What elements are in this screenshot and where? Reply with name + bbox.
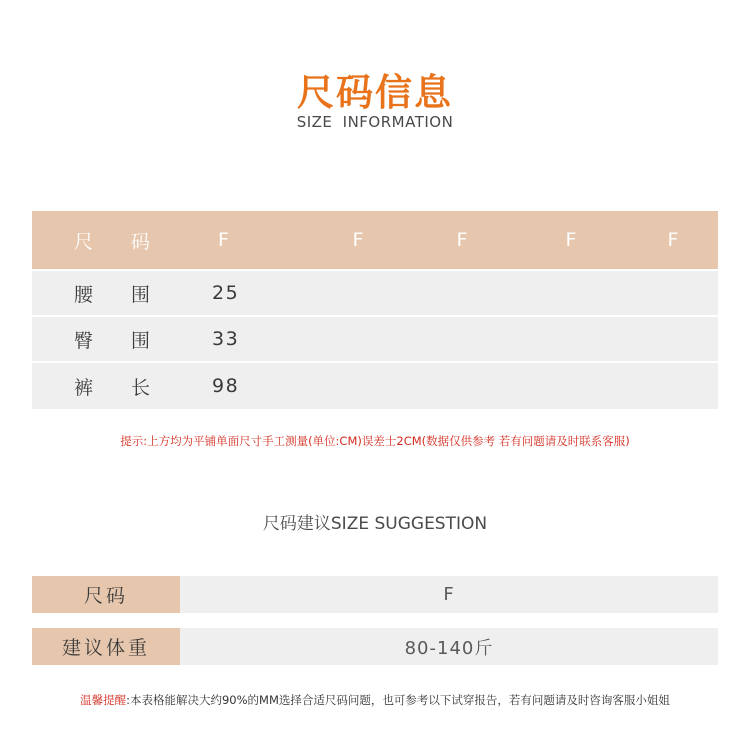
size-column-header: F (628, 211, 718, 270)
suggestion-label: 尺码 (32, 576, 180, 613)
suggestion-row-size (32, 576, 718, 613)
row-value-hip: 33 (202, 316, 306, 362)
suggestion-value: F (180, 576, 718, 613)
row-label-length: 裤 长 (32, 362, 202, 409)
size-column-header: F (202, 211, 306, 270)
page-title: 尺码信息 (297, 71, 453, 114)
suggestion-value: 80-140斤 (180, 628, 718, 665)
suggestion-label: 建议体重 (32, 628, 180, 665)
suggestion-row-weight (32, 628, 718, 665)
suggestion-title: 尺码建议SIZE SUGGESTION (262, 514, 488, 534)
table-row (32, 362, 718, 409)
size-column-header: F (514, 211, 628, 270)
page-subtitle: SIZE INFORMATION (296, 113, 454, 131)
size-table-header (32, 211, 718, 270)
size-column-header: F (306, 211, 410, 270)
row-value-length: 98 (202, 362, 306, 409)
size-header-label: 尺 码 (32, 211, 202, 270)
table-row (32, 316, 718, 362)
warm-tip-prefix: 温馨提醒 (80, 693, 127, 707)
warm-tip-text: :本表格能解决大约90%的MM选择合适尺码问题，也可参考以下试穿报告，若有问题请及时咨询客服小姐姐 (126, 693, 670, 707)
size-table (32, 211, 718, 409)
table-row (32, 270, 718, 316)
warm-tip (0, 692, 750, 708)
row-label-waist: 腰 围 (32, 270, 202, 316)
row-value-waist: 25 (202, 270, 306, 316)
measurement-note: 提示:上方均为平铺单面尺寸手工测量(单位:CM)误差士2CM(数据仅供参考 若有问题请及时联系客服) (120, 434, 630, 448)
size-column-header: F (410, 211, 514, 270)
row-label-hip: 臀 围 (32, 316, 202, 362)
